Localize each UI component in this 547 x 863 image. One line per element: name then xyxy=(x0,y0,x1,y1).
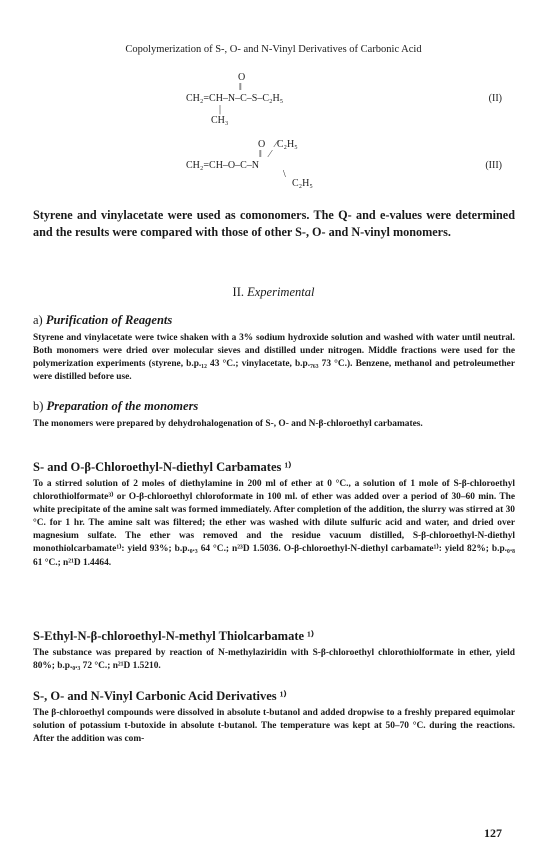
formula-ii-oxygen: O xyxy=(238,72,246,83)
vinyl-derivatives-paragraph: The β-chloroethyl compounds were dissolved in absolute t-butanol and added dropwise to a freshly prepared equimolar solution of potassium t-butoxide in absolute t-butanol. The temperature was kept at 50–70 °C. during the reactions. After the addition was com- xyxy=(33,708,515,745)
preparation-paragraph: The monomers were prepared by dehydrohalogenation of S-, O- and N-β-chloroethyl carbamates. xyxy=(33,419,423,429)
formula-ii-label: (II) xyxy=(488,93,502,104)
subsection-b-title: Preparation of the monomers xyxy=(46,399,199,413)
thiolcarbamate-heading: S-Ethyl-N-β-chloroethyl-N-methyl Thiolcarbamate ¹⁾ xyxy=(33,629,314,643)
formula-ii-methyl: CH₃ xyxy=(211,115,229,126)
subsection-b-letter: b) xyxy=(33,399,44,413)
carbamates-paragraph: To a stirred solution of 2 moles of diethylamine in 200 ml of ether at 0 °C., a solution of 1 mole of S-β-chloroethyl chlorothiolformate³⁾ or O-β-chloroethyl chloroformate in 100 ml. of ether was added over a period of 30–60 min. The white precipitate of the amine salt was formed immediately. After completion of the addition, the slurry was stirred at 30 °C. for 1 hr. The amine salt was filtered; the ether was washed with dilute sulfuric acid and water, and dried over magnesium sulfate. The ether was removed and the residue vacuum distilled, S-β-chloroethyl-N-diethyl monothiolcarbamate¹⁾: yield 93%; b.p.₀.₃ 64 °C.; n²³D 1.5036. O-β-chloroethyl-N-diethyl carbamate¹⁾: yield 82%; b.p.₀.₈ 61 °C.; n²¹D 1.4464. xyxy=(33,479,515,568)
vinyl-derivatives-heading: S-, O- and N-Vinyl Carbonic Acid Derivatives ¹⁾ xyxy=(33,689,287,703)
formula-iii-top: O ⁄C₂H₅ xyxy=(258,139,298,150)
formula-iii-bond: ‖ ⁄ xyxy=(259,149,271,160)
formula-iii-main-chain: CH₂=CH–O–C–N xyxy=(186,160,260,171)
formula-ii-main-chain: CH₂=CH–N–C–S–C₂H₅ xyxy=(186,93,284,104)
section-title: Experimental xyxy=(247,285,315,299)
page-number: 127 xyxy=(484,826,502,840)
purification-paragraph: Styrene and vinylacetate were twice shaken with a 3% sodium hydroxide solution and washed with water until neutral. Both monomers were dried over molecular sieves and distilled under nitrogen. Middle fractions were used for the polymerization experiments (styrene, b.p.₁₂ 43 °C.; vinylacetate, b.p.₇₆₃ 73 °C.). Benzene, methanol and petroleumether were distilled before use. xyxy=(33,333,515,383)
formula-iii-ethyl: C₂H₅ xyxy=(292,178,313,189)
subsection-a-heading xyxy=(33,313,172,328)
formula-ii-double-bond: ‖ xyxy=(239,82,242,93)
section-heading xyxy=(0,285,547,300)
subsection-a-title: Purification of Reagents xyxy=(45,313,173,327)
thiolcarbamate-paragraph: The substance was prepared by reaction of N-methylaziridin with S-β-chloroethyl chlorothiolformate in ether, yield 80%; b.p.₀.₃ 72 °C.; n²¹D 1.5210. xyxy=(33,648,515,672)
formula-iii-lower-bond: \ xyxy=(283,169,286,180)
intro-paragraph: Styrene and vinylacetate were used as comonomers. The Q- and e-values were determined and the results were compared with those of other S-, O- and N-vinyl monomers. xyxy=(33,208,515,239)
carbamates-heading: S- and O-β-Chloroethyl-N-diethyl Carbamates ¹⁾ xyxy=(33,460,292,474)
subsection-b-heading xyxy=(33,399,198,414)
section-number: II. xyxy=(232,285,244,299)
running-header: Copolymerization of S-, O- and N-Vinyl Derivatives of Carbonic Acid xyxy=(125,44,422,55)
formula-iii-label: (III) xyxy=(485,160,502,171)
formula-ii-n-bond: | xyxy=(219,104,222,115)
subsection-a-letter: a) xyxy=(33,313,43,327)
